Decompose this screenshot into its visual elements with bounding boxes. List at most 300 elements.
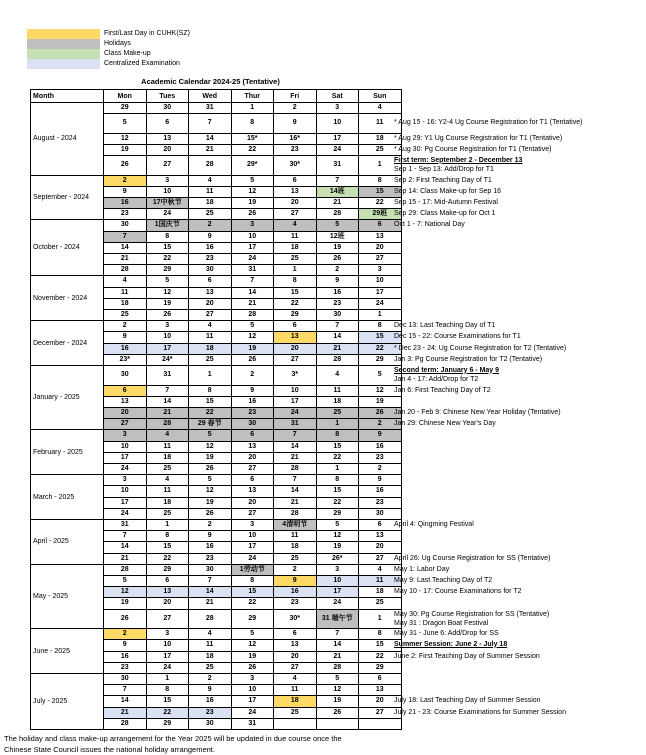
day-cell: 8 — [231, 114, 274, 134]
day-cell: 2 — [104, 175, 147, 186]
calendar-week-row — [31, 276, 402, 287]
day-cell: 3 — [104, 430, 147, 441]
day-cell: 26* — [316, 553, 359, 564]
day-cell: 29 — [359, 354, 402, 365]
day-cell: 9 — [189, 231, 232, 242]
legend-label: Holidays — [100, 39, 131, 49]
day-cell: 9 — [104, 332, 147, 343]
day-cell: 5 — [189, 430, 232, 441]
day-cell: 3 — [316, 103, 359, 114]
day-cell: 16 — [104, 651, 147, 662]
day-cell: 20 — [104, 407, 147, 418]
day-cell: 14 — [104, 542, 147, 553]
note-line: Dec 13: Last Teaching Day of T1 — [394, 321, 495, 331]
day-cell: 31 — [146, 366, 189, 386]
day-cell: 27 — [274, 354, 317, 365]
month-label: October - 2024 — [31, 220, 104, 276]
day-cell: 8 — [189, 385, 232, 396]
day-cell: 21 — [316, 651, 359, 662]
day-cell: 1 — [189, 366, 232, 386]
day-cell: 13 — [359, 685, 402, 696]
note-group — [394, 610, 549, 629]
note-line: May 1: Labor Day — [394, 565, 449, 575]
day-cell: 25 — [146, 463, 189, 474]
legend-swatch-centralized-exam — [27, 59, 100, 69]
day-cell: 16 — [189, 696, 232, 707]
legend-item — [27, 59, 190, 69]
notes-column — [394, 89, 646, 730]
day-cell: 5 — [104, 114, 147, 134]
day-cell: 20 — [146, 144, 189, 155]
day-cell: 15* — [231, 133, 274, 144]
day-cell: 2 — [104, 321, 147, 332]
note-group — [394, 408, 561, 418]
day-cell: 7 — [274, 430, 317, 441]
day-cell: 29* — [231, 156, 274, 176]
day-cell: 8 — [146, 531, 189, 542]
day-cell: 27 — [274, 662, 317, 673]
day-cell: 14 — [316, 332, 359, 343]
day-cell: 5 — [359, 366, 402, 386]
day-cell: 27 — [146, 609, 189, 629]
day-cell: 18 — [146, 452, 189, 463]
day-cell: 14 — [316, 640, 359, 651]
day-cell: 2 — [359, 463, 402, 474]
day-cell: 30 — [189, 564, 232, 575]
day-cell: 25 — [189, 354, 232, 365]
day-cell: 3 — [231, 220, 274, 231]
day-cell: 24 — [359, 298, 402, 309]
day-cell: 23 — [359, 452, 402, 463]
legend-label: First/Last Day in CUHK(SZ) — [100, 29, 190, 39]
day-cell: 20 — [359, 542, 402, 553]
calendar-week-row — [31, 673, 402, 684]
day-cell: 6 — [274, 175, 317, 186]
day-cell: 21 — [316, 343, 359, 354]
day-cell: 30* — [274, 156, 317, 176]
day-cell: 25 — [104, 310, 147, 321]
day-cell: 19 — [104, 144, 147, 155]
day-cell: 21 — [189, 144, 232, 155]
day-cell: 18 — [316, 396, 359, 407]
note-group — [394, 332, 521, 342]
day-cell: 6 — [189, 276, 232, 287]
legend — [27, 29, 190, 69]
day-cell: 14 — [189, 587, 232, 598]
day-cell: 28 — [274, 463, 317, 474]
note-line: April 4: Qingming Festival — [394, 520, 474, 530]
column-header-tues: Tues — [146, 90, 189, 103]
note-group — [394, 176, 492, 186]
day-cell: 2 — [274, 103, 317, 114]
day-cell: 15 — [146, 542, 189, 553]
note-group — [394, 696, 541, 706]
day-cell: 20 — [274, 651, 317, 662]
day-cell: 5 — [189, 475, 232, 486]
day-cell: 17 — [274, 396, 317, 407]
day-cell: 21 — [274, 497, 317, 508]
day-cell: 18 — [104, 298, 147, 309]
day-cell: 24* — [146, 354, 189, 365]
day-cell: 10 — [231, 231, 274, 242]
month-label: February - 2025 — [31, 430, 104, 475]
day-cell: 15 — [146, 242, 189, 253]
note-line: Sep 1 - Sep 13: Add/Drop for T1 — [394, 165, 522, 175]
day-cell: 30 — [231, 419, 274, 430]
day-cell: 5 — [104, 576, 147, 587]
note-group — [394, 587, 521, 597]
day-cell: 3 — [359, 265, 402, 276]
day-cell: 2 — [231, 366, 274, 386]
note-group — [394, 344, 566, 354]
day-cell: 2 — [189, 673, 232, 684]
legend-item — [27, 49, 190, 59]
day-cell: 29班 — [359, 209, 402, 220]
day-cell: 12 — [316, 685, 359, 696]
note-group — [394, 145, 551, 155]
day-cell: 6 — [274, 629, 317, 640]
day-cell: 27 — [104, 419, 147, 430]
day-cell: 26 — [316, 254, 359, 265]
day-cell: 23 — [316, 298, 359, 309]
note-group — [394, 220, 465, 230]
day-cell: 5 — [231, 321, 274, 332]
note-line: May 9: Last Teaching Day of T2 — [394, 576, 492, 586]
day-cell: 2 — [359, 419, 402, 430]
day-cell: 23 — [359, 497, 402, 508]
day-cell: 23 — [274, 144, 317, 155]
day-cell: 31 — [104, 520, 147, 531]
day-cell: 9 — [104, 186, 147, 197]
day-cell: 1 — [316, 419, 359, 430]
note-group — [394, 652, 540, 662]
note-group — [394, 156, 522, 175]
day-cell: 10 — [104, 486, 147, 497]
note-group — [394, 366, 499, 385]
note-group — [394, 708, 566, 718]
day-cell: 26 — [189, 508, 232, 519]
day-cell: 16* — [274, 133, 317, 144]
day-cell: 11 — [146, 486, 189, 497]
day-cell: 26 — [231, 662, 274, 673]
day-cell: 28 — [316, 209, 359, 220]
day-cell: 24 — [146, 662, 189, 673]
note-group — [394, 576, 492, 586]
day-cell: 13 — [274, 186, 317, 197]
day-cell: 29 — [274, 310, 317, 321]
day-cell: 25 — [316, 407, 359, 418]
note-line: Sep 14: Class Make-up for Sep 16 — [394, 187, 501, 197]
day-cell: 15 — [359, 640, 402, 651]
day-cell: 3* — [274, 366, 317, 386]
month-label: August - 2024 — [31, 103, 104, 176]
day-cell: 5 — [316, 220, 359, 231]
note-line: Summer Session: June 2 - July 18 — [394, 640, 507, 650]
day-cell: 29 — [146, 718, 189, 729]
note-group — [394, 187, 501, 197]
day-cell: 13 — [274, 640, 317, 651]
day-cell: 4 — [316, 366, 359, 386]
day-cell: 1国庆节 — [146, 220, 189, 231]
day-cell: 11 — [189, 640, 232, 651]
day-cell: 4 — [189, 629, 232, 640]
day-cell: 31 — [316, 156, 359, 176]
day-cell: 12 — [189, 441, 232, 452]
day-cell: 9 — [359, 430, 402, 441]
day-cell: 12 — [104, 587, 147, 598]
day-cell: 28 — [316, 662, 359, 673]
day-cell: 30 — [189, 718, 232, 729]
day-cell: 4 — [359, 103, 402, 114]
day-cell: 23 — [189, 553, 232, 564]
day-cell: 13 — [359, 231, 402, 242]
day-cell: 5 — [231, 175, 274, 186]
day-cell: 10 — [146, 186, 189, 197]
day-cell: 18 — [189, 651, 232, 662]
note-line: * Aug 29: Y1 Ug Course Registration for T1 (Tentative) — [394, 134, 562, 144]
day-cell: 21 — [274, 452, 317, 463]
day-cell: 16 — [104, 198, 147, 209]
day-cell: 21 — [104, 707, 147, 718]
day-cell: 4清明节 — [274, 520, 317, 531]
month-label: January - 2025 — [31, 366, 104, 430]
calendar-week-row — [31, 321, 402, 332]
footer-line: Chinese State Council issues the national holiday arrangement. — [4, 745, 342, 755]
legend-swatch-class-makeup — [27, 49, 100, 59]
day-cell: 19 — [189, 497, 232, 508]
day-cell: 22 — [189, 407, 232, 418]
note-line: * Aug 30: Pg Course Registration for T1 (Tentative) — [394, 145, 551, 155]
note-line: July 21 - 23: Course Examinations for Summer Session — [394, 708, 566, 718]
note-group — [394, 386, 491, 396]
day-cell: 25 — [274, 553, 317, 564]
day-cell: 11 — [316, 385, 359, 396]
note-line: * Aug 15 - 16: Y2-4 Ug Course Registration for T1 (Tentative) — [394, 118, 582, 128]
day-cell: 10 — [104, 441, 147, 452]
day-cell: 15 — [359, 332, 402, 343]
day-cell: 7 — [189, 576, 232, 587]
day-cell: 16 — [274, 587, 317, 598]
day-cell: 30 — [104, 220, 147, 231]
day-cell: 16 — [231, 396, 274, 407]
day-cell: 10 — [359, 276, 402, 287]
day-cell: 16 — [359, 441, 402, 452]
day-cell — [274, 718, 317, 729]
day-cell: 6 — [359, 520, 402, 531]
day-cell: 15 — [316, 441, 359, 452]
day-cell: 11 — [274, 231, 317, 242]
day-cell: 18 — [359, 587, 402, 598]
day-cell: 7 — [104, 685, 147, 696]
day-cell: 25 — [189, 209, 232, 220]
day-cell: 3 — [146, 175, 189, 186]
day-cell: 13 — [104, 396, 147, 407]
day-cell: 4 — [274, 673, 317, 684]
day-cell: 13 — [359, 531, 402, 542]
day-cell — [316, 718, 359, 729]
day-cell: 12 — [359, 385, 402, 396]
note-group — [394, 118, 582, 128]
day-cell: 20 — [359, 242, 402, 253]
note-line: * Dec 23 - 24: Ug Course Registration for T2 (Tentative) — [394, 344, 566, 354]
day-cell: 17 — [316, 133, 359, 144]
day-cell: 12 — [104, 133, 147, 144]
day-cell: 22 — [146, 553, 189, 564]
day-cell: 27 — [231, 508, 274, 519]
month-label: March - 2025 — [31, 475, 104, 520]
day-cell: 1 — [231, 103, 274, 114]
note-group — [394, 629, 499, 639]
day-cell: 17 — [104, 497, 147, 508]
day-cell: 2 — [274, 564, 317, 575]
note-group — [394, 419, 496, 429]
day-cell: 20 — [146, 598, 189, 609]
day-cell: 9 — [274, 576, 317, 587]
day-cell: 28 — [104, 718, 147, 729]
day-cell: 1劳动节 — [231, 564, 274, 575]
footer-note — [4, 734, 342, 755]
calendar-week-row — [31, 366, 402, 386]
note-group — [394, 134, 562, 144]
day-cell: 19 — [231, 343, 274, 354]
calendar-week-row — [31, 475, 402, 486]
day-cell: 8 — [146, 685, 189, 696]
day-cell: 27 — [146, 156, 189, 176]
day-cell: 26 — [104, 609, 147, 629]
day-cell: 11 — [274, 685, 317, 696]
day-cell: 12 — [316, 531, 359, 542]
day-cell: 1 — [146, 520, 189, 531]
month-label: May - 2025 — [31, 564, 104, 628]
day-cell: 5 — [316, 520, 359, 531]
day-cell: 21 — [316, 198, 359, 209]
day-cell: 6 — [231, 430, 274, 441]
calendar-table — [30, 89, 402, 730]
legend-swatch-first-last-day — [27, 29, 100, 39]
day-cell: 9 — [189, 685, 232, 696]
note-line: July 18: Last Teaching Day of Summer Session — [394, 696, 541, 706]
column-header-thur: Thur — [231, 90, 274, 103]
day-cell: 23 — [189, 707, 232, 718]
calendar-week-row — [31, 430, 402, 441]
note-line: First term: September 2 - December 13 — [394, 156, 522, 166]
day-cell: 6 — [359, 673, 402, 684]
day-cell: 17 — [231, 696, 274, 707]
day-cell: 28 — [146, 419, 189, 430]
legend-label: Class Make-up — [100, 49, 151, 59]
day-cell: 8 — [359, 321, 402, 332]
day-cell: 4 — [146, 475, 189, 486]
day-cell: 2 — [104, 629, 147, 640]
note-line: Jan 20 - Feb 9: Chinese New Year Holiday (Tentative) — [394, 408, 561, 418]
day-cell: 23 — [189, 254, 232, 265]
calendar-week-row — [31, 103, 402, 114]
note-group — [394, 355, 542, 365]
column-header-mon: Mon — [104, 90, 147, 103]
day-cell: 7 — [316, 175, 359, 186]
note-line: Second term: January 6 - May 9 — [394, 366, 499, 376]
day-cell: 27 — [274, 209, 317, 220]
calendar-week-row — [31, 629, 402, 640]
day-cell: 20 — [359, 696, 402, 707]
day-cell: 26 — [231, 209, 274, 220]
footer-line: The holiday and class make-up arrangement for the Year 2025 will be updated in due course once the — [4, 734, 342, 745]
day-cell: 22 — [359, 651, 402, 662]
day-cell: 18 — [274, 242, 317, 253]
day-cell: 27 — [359, 254, 402, 265]
day-cell: 20 — [274, 198, 317, 209]
day-cell: 10 — [316, 114, 359, 134]
day-cell: 17 — [231, 542, 274, 553]
day-cell: 28 — [104, 265, 147, 276]
day-cell: 26 — [231, 354, 274, 365]
note-line: May 31 - June 6: Add/Drop for SS — [394, 629, 499, 639]
day-cell: 30 — [359, 508, 402, 519]
day-cell: 18 — [274, 542, 317, 553]
legend-label: Centralized Examination — [100, 59, 180, 69]
day-cell: 13 — [231, 441, 274, 452]
day-cell: 23 — [104, 662, 147, 673]
day-cell: 8 — [231, 576, 274, 587]
day-cell: 12班 — [316, 231, 359, 242]
day-cell: 3 — [146, 321, 189, 332]
note-line: Jan 4 - 17: Add/Drop for T2 — [394, 375, 499, 385]
month-label: June - 2025 — [31, 629, 104, 674]
note-group — [394, 321, 495, 331]
note-group — [394, 640, 507, 650]
day-cell: 19 — [104, 598, 147, 609]
note-line: Sep 29: Class Make-up for Oct 1 — [394, 209, 496, 219]
day-cell: 29 — [146, 564, 189, 575]
day-cell: 19 — [231, 198, 274, 209]
day-cell: 11 — [146, 441, 189, 452]
day-cell: 25 — [146, 508, 189, 519]
day-cell: 8 — [146, 231, 189, 242]
day-cell: 2 — [316, 265, 359, 276]
day-cell: 22 — [359, 198, 402, 209]
day-cell: 7 — [274, 475, 317, 486]
column-header-sun: Sun — [359, 90, 402, 103]
note-line: May 31 : Dragon Boat Festival — [394, 619, 549, 629]
day-cell: 31 端午节 — [316, 609, 359, 629]
day-cell: 21 — [231, 298, 274, 309]
day-cell: 16 — [189, 542, 232, 553]
day-cell: 24 — [231, 707, 274, 718]
day-cell: 31 — [231, 265, 274, 276]
day-cell: 26 — [359, 407, 402, 418]
calendar — [30, 89, 402, 730]
day-cell: 18 — [189, 198, 232, 209]
day-cell: 5 — [316, 673, 359, 684]
month-label: September - 2024 — [31, 175, 104, 220]
day-cell: 16 — [104, 343, 147, 354]
day-cell: 26 — [189, 463, 232, 474]
day-cell: 12 — [146, 287, 189, 298]
note-group — [394, 520, 474, 530]
day-cell: 22 — [231, 144, 274, 155]
day-cell: 15 — [231, 587, 274, 598]
day-cell: 14 — [189, 133, 232, 144]
day-cell: 17 — [359, 287, 402, 298]
day-cell: 17 — [146, 343, 189, 354]
day-cell: 29 — [316, 508, 359, 519]
day-cell: 31 — [274, 419, 317, 430]
day-cell: 25 — [359, 144, 402, 155]
day-cell: 7 — [189, 114, 232, 134]
day-cell: 10 — [274, 385, 317, 396]
day-cell: 29 — [359, 662, 402, 673]
note-group — [394, 209, 496, 219]
